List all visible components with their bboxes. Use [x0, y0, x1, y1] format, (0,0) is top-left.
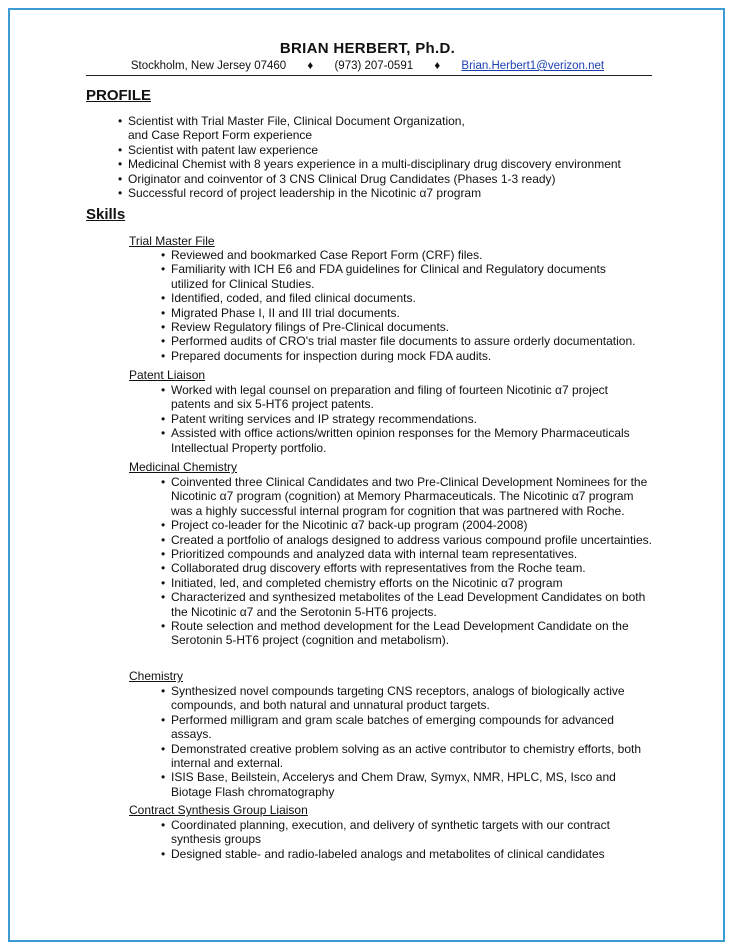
trial-master-file-title: Trial Master File [129, 234, 215, 248]
profile-heading: PROFILE [86, 87, 152, 104]
list-item: • Created a portfolio of analogs designed to address various compound profile uncertainties. [161, 533, 653, 547]
list-item: • ISIS Base, Beilstein, Accelerys and Chem Draw, Symyx, NMR, HPLC, MS, Isco and Biotage Flash chromatography [161, 770, 651, 799]
list-item: • Performed milligram and gram scale batches of emerging compounds for advanced assays. [161, 713, 651, 742]
separator-diamond-icon: ♦ [307, 60, 314, 72]
list-item: • Characterized and synthesized metabolites of the Lead Development Candidates on both the Nicotinic α7 and the Serotonin 5-HT6 projects. [161, 590, 653, 619]
list-item: • Coinvented three Clinical Candidates and two Pre-Clinical Development Nominees for the Nicotinic α7 program (cognition) at Memory Pharmaceuticals. The Nicotinic α7 program was a highly successful internal program for cognition that was partnered with Roche. [161, 475, 653, 518]
list-item: • Identified, coded, and filed clinical documents. [161, 291, 651, 305]
list-item: • Prioritized compounds and analyzed data with internal team representatives. [161, 547, 653, 561]
header-divider [86, 75, 652, 76]
address: Stockholm, New Jersey 07460 [130, 60, 287, 72]
separator-diamond-icon: ♦ [434, 60, 441, 72]
list-item: • Assisted with office actions/written opinion responses for the Memory Pharmaceuticals Intellectual Property portfolio. [161, 426, 641, 455]
patent-liaison-list [161, 383, 641, 455]
list-item: • Route selection and method development for the Lead Development Candidate on the Serotonin 5-HT6 project (cognition and metabolism). [161, 619, 653, 648]
list-item: • Collaborated drug discovery efforts with representatives from the Roche team. [161, 561, 653, 575]
list-item: • Prepared documents for inspection during mock FDA audits. [161, 349, 651, 363]
list-item: • Review Regulatory filings of Pre-Clinical documents. [161, 320, 651, 334]
medicinal-chemistry-title: Medicinal Chemistry [129, 460, 238, 474]
chemistry-list [161, 684, 651, 799]
list-item: • Successful record of project leadership in the Nicotinic α7 program [118, 186, 638, 200]
contact-line [0, 60, 735, 72]
list-item: • Initiated, led, and completed chemistry efforts on the Nicotinic α7 program [161, 576, 653, 590]
list-item: • Reviewed and bookmarked Case Report Form (CRF) files. [161, 248, 651, 262]
list-item: • Patent writing services and IP strategy recommendations. [161, 412, 641, 426]
profile-list [118, 114, 638, 200]
contract-synthesis-list [161, 818, 641, 861]
list-item: • Performed audits of CRO's trial master file documents to assure orderly documentation. [161, 334, 651, 348]
patent-liaison-title: Patent Liaison [129, 368, 206, 382]
list-item: • Synthesized novel compounds targeting CNS receptors, analogs of biologically active compounds, and both natural and unnatural product targets. [161, 684, 651, 713]
phone: (973) 207-0591 [334, 60, 414, 72]
list-item: • Familiarity with ICH E6 and FDA guidelines for Clinical and Regulatory documents utilized for Clinical Studies. [161, 262, 651, 291]
list-item: • Coordinated planning, execution, and delivery of synthetic targets with our contract synthesis groups [161, 818, 641, 847]
list-item: • Designed stable- and radio-labeled analogs and metabolites of clinical candidates [161, 847, 641, 861]
list-item: • Project co-leader for the Nicotinic α7 back-up program (2004-2008) [161, 518, 653, 532]
medicinal-chemistry-list [161, 475, 653, 648]
list-item: • Demonstrated creative problem solving as an active contributor to chemistry efforts, both internal and external. [161, 742, 651, 771]
list-item: • Originator and coinventor of 3 CNS Clinical Drug Candidates (Phases 1-3 ready) [118, 172, 638, 186]
list-item: • Scientist with patent law experience [118, 143, 638, 157]
list-item: • Worked with legal counsel on preparation and filing of fourteen Nicotinic α7 project patents and six 5-HT6 project patents. [161, 383, 641, 412]
skills-heading: Skills [86, 206, 126, 223]
list-item: • Medicinal Chemist with 8 years experience in a multi-disciplinary drug discovery environment [118, 157, 638, 171]
candidate-name: BRIAN HERBERT, Ph.D. [279, 40, 456, 57]
list-item: • Scientist with Trial Master File, Clinical Document Organization, and Case Report Form experience [118, 114, 638, 143]
list-item: • Migrated Phase I, II and III trial documents. [161, 306, 651, 320]
trial-master-file-list [161, 248, 651, 363]
chemistry-title: Chemistry [129, 669, 184, 683]
contract-synthesis-title: Contract Synthesis Group Liaison [129, 803, 308, 817]
email-link[interactable]: Brian.Herbert1@verizon.net [461, 60, 605, 72]
